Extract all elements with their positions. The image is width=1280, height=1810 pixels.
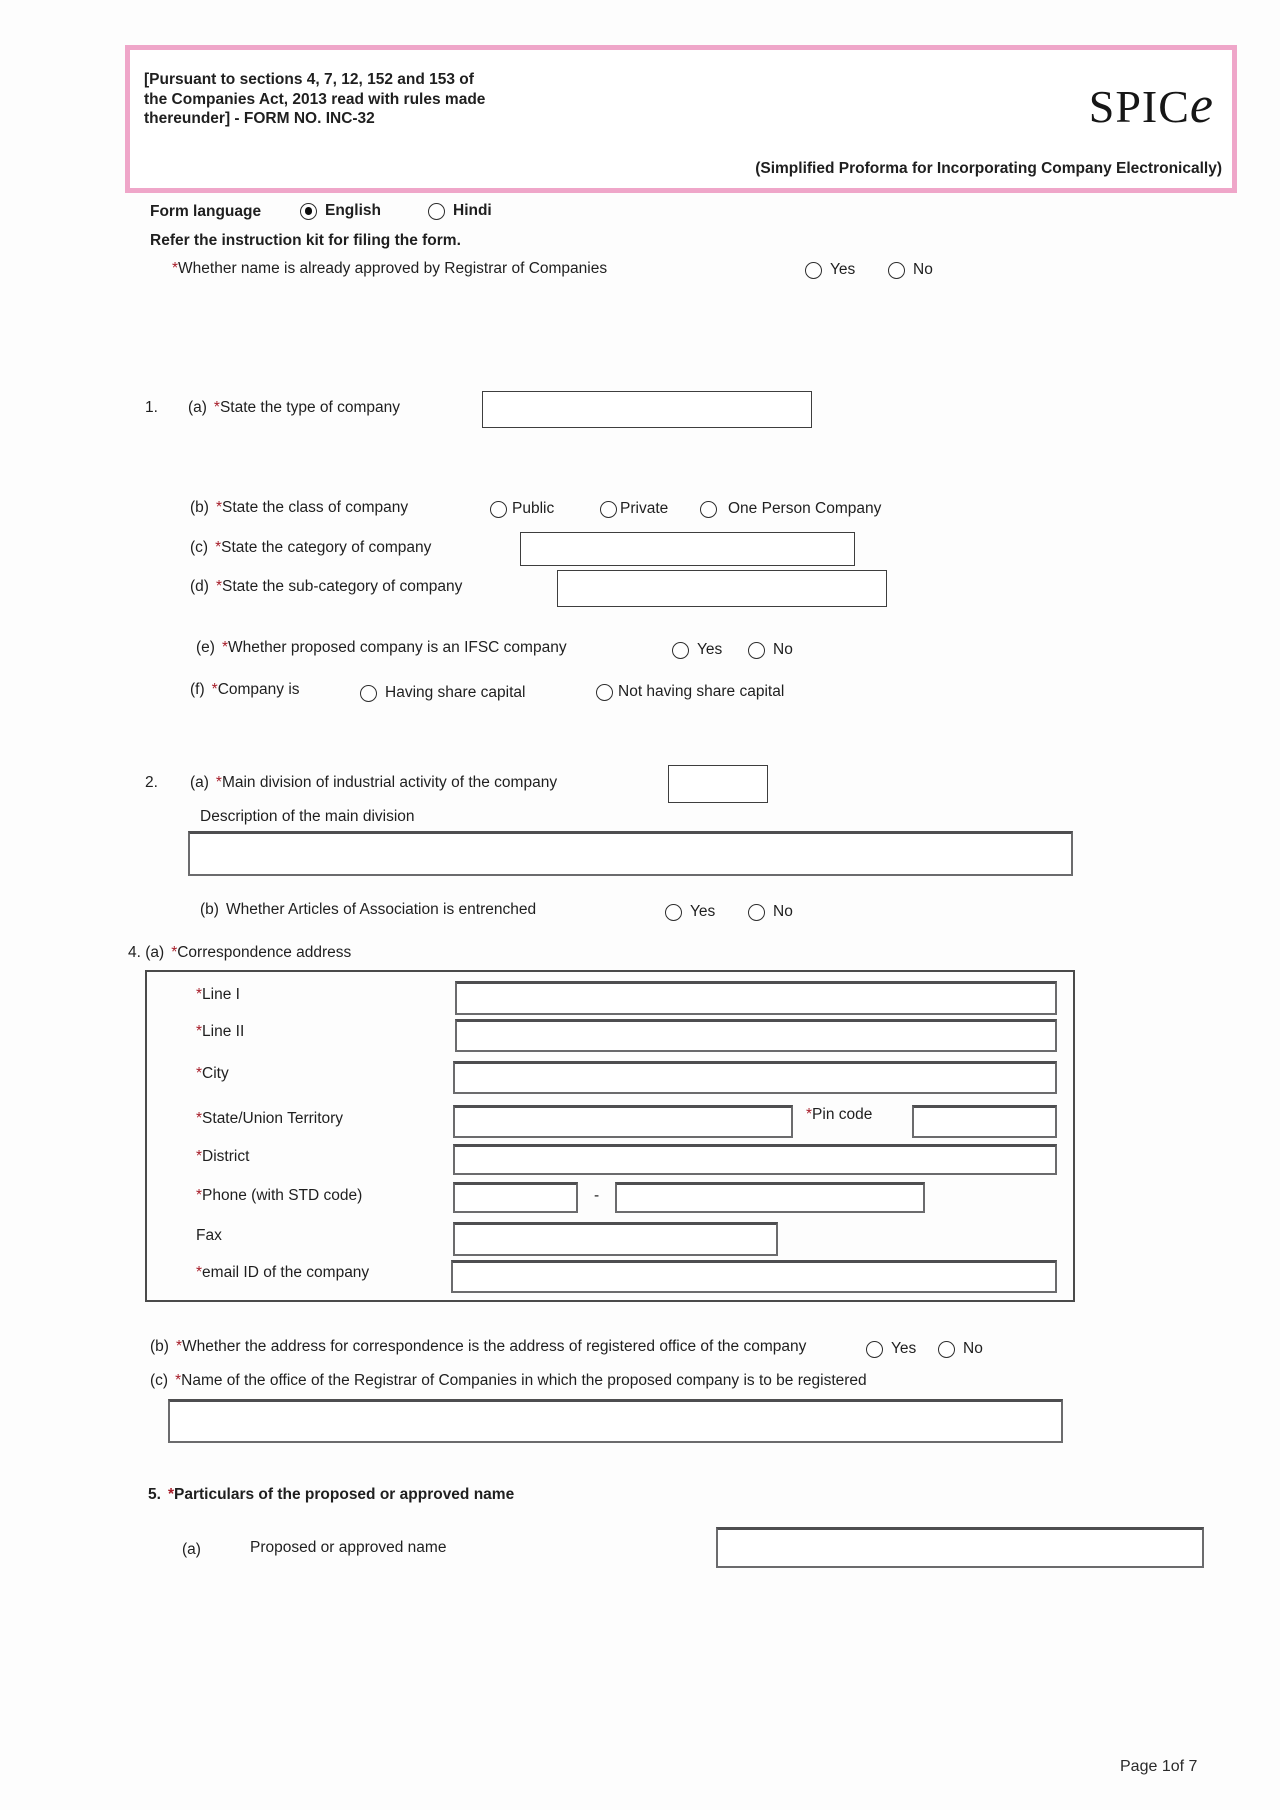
- required-star: *: [221, 639, 228, 656]
- required-star: *: [196, 1148, 203, 1165]
- ifsc-no-option[interactable]: [748, 641, 793, 659]
- roc-office-label: Name of the office of the Registrar of Companies in which the proposed company is to be registered: [181, 1372, 867, 1389]
- section4b-tag: (b): [150, 1338, 169, 1355]
- required-star: *: [175, 1372, 182, 1389]
- having-share-capital-option[interactable]: [360, 684, 525, 702]
- section2a-tag: (a): [189, 774, 209, 791]
- district-row: [196, 1148, 249, 1166]
- required-star: *: [172, 260, 179, 277]
- ifsc-yes-radio[interactable]: [672, 642, 689, 659]
- phone-number-input[interactable]: [615, 1182, 925, 1213]
- section1-row-d: [190, 578, 462, 596]
- required-star: *: [167, 1486, 174, 1503]
- name-approved-yes-radio[interactable]: [805, 262, 822, 279]
- required-star: *: [171, 944, 178, 961]
- yes-label: Yes: [830, 261, 856, 278]
- pursuant-line2: the Companies Act, 2013 read with rules made: [144, 90, 486, 108]
- main-division-input[interactable]: [668, 765, 768, 803]
- required-star: *: [215, 774, 222, 791]
- aoa-no-option[interactable]: [748, 903, 793, 921]
- phone-label: Phone (with STD code): [202, 1187, 363, 1204]
- city-label: City: [202, 1065, 229, 1082]
- required-star: *: [175, 1338, 182, 1355]
- registered-office-question-label: Whether the address for correspondence is the address of registered office of the company: [182, 1338, 807, 1355]
- no-label: No: [913, 261, 933, 278]
- class-private-option[interactable]: [600, 500, 668, 518]
- city-row: [196, 1065, 229, 1083]
- name-approved-question-text: Whether name is already approved by Registrar of Companies: [178, 260, 608, 277]
- email-row: [196, 1264, 369, 1282]
- phone-row: [196, 1187, 362, 1205]
- ifsc-yes-option[interactable]: [672, 641, 722, 659]
- regoffice-yes-option[interactable]: [866, 1340, 916, 1358]
- line1-label: Line I: [202, 986, 240, 1003]
- spice-logo-e: e: [1189, 77, 1214, 134]
- section1d-tag: (d): [190, 578, 209, 595]
- aoa-yes-radio[interactable]: [665, 904, 682, 921]
- section1-row-a: [145, 399, 400, 417]
- correspondence-address-label: Correspondence address: [177, 944, 352, 961]
- no-label: No: [773, 903, 793, 920]
- required-star: *: [213, 399, 220, 416]
- pincode-input[interactable]: [912, 1105, 1057, 1138]
- section1b-tag: (b): [190, 499, 209, 516]
- form-language-label: Form language: [150, 203, 262, 220]
- yes-label: Yes: [690, 903, 716, 920]
- section5-number: 5.: [148, 1486, 161, 1503]
- state-row: [196, 1110, 343, 1128]
- no-label: No: [963, 1340, 983, 1357]
- instruction-text: Refer the instruction kit for filing the form.: [150, 232, 461, 249]
- spice-logo: [1089, 76, 1214, 135]
- required-star: *: [196, 1065, 203, 1082]
- class-public-label: Public: [512, 500, 555, 517]
- required-star: *: [806, 1106, 813, 1123]
- yes-label: Yes: [697, 641, 723, 658]
- type-of-company-label: State the type of company: [219, 399, 401, 416]
- name-approved-question: [172, 260, 607, 278]
- ifsc-question-label: Whether proposed company is an IFSC company: [228, 639, 567, 656]
- required-star: *: [196, 986, 203, 1003]
- section2-number: 2.: [145, 774, 158, 791]
- city-input[interactable]: [453, 1061, 1057, 1094]
- particulars-heading: Particulars of the proposed or approved name: [173, 1486, 515, 1503]
- page-number: Page 1of 7: [1120, 1758, 1198, 1775]
- not-having-share-capital-label: Not having share capital: [618, 683, 785, 700]
- section1c-tag: (c): [190, 539, 209, 556]
- pursuant-line1: [Pursuant to sections 4, 7, 12, 152 and 153 of: [144, 71, 474, 88]
- required-star: *: [196, 1110, 203, 1127]
- state-input[interactable]: [453, 1105, 793, 1138]
- roc-office-input[interactable]: [168, 1399, 1063, 1443]
- section1f-tag: (f): [190, 681, 205, 698]
- subcategory-of-company-input[interactable]: [557, 570, 887, 607]
- section1e-tag: (e): [196, 639, 215, 656]
- section5-heading: [148, 1486, 514, 1504]
- required-star: *: [215, 539, 222, 556]
- aoa-no-radio[interactable]: [748, 904, 765, 921]
- form-subtitle: (Simplified Proforma for Incorporating Company Electronically): [755, 160, 1222, 177]
- email-label: email ID of the company: [202, 1264, 370, 1281]
- class-public-radio[interactable]: [490, 501, 507, 518]
- hindi-radio-label: Hindi: [453, 202, 492, 219]
- main-division-description-label: Description of the main division: [200, 808, 415, 825]
- section1-row-b: [190, 499, 408, 517]
- section2b-tag: (b): [200, 901, 219, 918]
- class-private-label: Private: [620, 500, 669, 517]
- section4-row-c: [150, 1372, 867, 1390]
- state-label: State/Union Territory: [202, 1110, 344, 1127]
- required-star: *: [215, 499, 222, 516]
- section4-row-b: [150, 1338, 806, 1356]
- email-input[interactable]: [451, 1260, 1057, 1293]
- name-approved-yes-option[interactable]: [805, 261, 855, 279]
- english-radio[interactable]: [300, 203, 317, 220]
- yes-label: Yes: [891, 1340, 917, 1357]
- form-language-hindi-option[interactable]: [428, 202, 492, 220]
- aoa-entrenched-label: Whether Articles of Association is entrenched: [225, 901, 537, 918]
- district-input[interactable]: [453, 1144, 1057, 1175]
- having-share-capital-radio[interactable]: [360, 685, 377, 702]
- line2-label: Line II: [202, 1023, 245, 1040]
- section1-row-e: [196, 639, 567, 657]
- class-of-company-label: State the class of company: [222, 499, 409, 516]
- form-header-box: [125, 45, 1237, 193]
- proposed-name-input[interactable]: [716, 1527, 1204, 1568]
- regoffice-yes-radio[interactable]: [866, 1341, 883, 1358]
- phone-std-input[interactable]: [453, 1182, 578, 1213]
- not-having-share-capital-option[interactable]: [596, 683, 784, 701]
- line1-row: [196, 986, 240, 1004]
- section4c-tag: (c): [150, 1372, 169, 1389]
- form-language-english-option[interactable]: [300, 202, 381, 220]
- company-is-label: Company is: [217, 681, 300, 698]
- phone-dash: -: [594, 1187, 600, 1204]
- class-public-option[interactable]: [490, 500, 554, 518]
- pursuant-text: [144, 70, 554, 129]
- name-approved-no-radio[interactable]: [888, 262, 905, 279]
- required-star: *: [211, 681, 218, 698]
- name-approved-no-option[interactable]: [888, 261, 933, 279]
- section4-heading: [128, 944, 351, 962]
- section2-row-a: [145, 774, 557, 792]
- class-opc-label: One Person Company: [728, 500, 882, 517]
- section2-row-b: [200, 901, 536, 919]
- required-star: *: [215, 578, 222, 595]
- type-of-company-input[interactable]: [482, 391, 812, 428]
- ifsc-no-radio[interactable]: [748, 642, 765, 659]
- main-division-label: Main division of industrial activity of the company: [221, 774, 558, 791]
- class-private-radio[interactable]: [600, 501, 617, 518]
- line2-row: [196, 1023, 244, 1041]
- subcategory-of-company-label: State the sub-category of company: [222, 578, 463, 595]
- regoffice-no-radio[interactable]: [938, 1341, 955, 1358]
- required-star: *: [196, 1264, 203, 1281]
- spice-logo-caps: SPIC: [1088, 81, 1190, 132]
- fax-input[interactable]: [453, 1222, 778, 1256]
- class-opc-option[interactable]: [700, 500, 881, 518]
- main-division-description-input[interactable]: [188, 831, 1073, 876]
- category-of-company-label: State the category of company: [221, 539, 432, 556]
- section1-number: 1.: [145, 399, 158, 416]
- section1-row-f: [190, 681, 300, 699]
- fax-label: Fax: [196, 1227, 222, 1244]
- having-share-capital-label: Having share capital: [385, 684, 526, 701]
- required-star: *: [196, 1187, 203, 1204]
- section1a-tag: (a): [187, 399, 207, 416]
- pincode-row: [806, 1106, 872, 1124]
- aoa-yes-option[interactable]: [665, 903, 715, 921]
- required-star: *: [196, 1023, 203, 1040]
- section1-row-c: [190, 539, 431, 557]
- section5a-tag: (a): [182, 1541, 201, 1558]
- line2-input[interactable]: [455, 1019, 1057, 1052]
- english-radio-label: English: [325, 202, 381, 219]
- class-opc-radio[interactable]: [700, 501, 717, 518]
- category-of-company-input[interactable]: [520, 532, 855, 566]
- no-label: No: [773, 641, 793, 658]
- not-having-share-capital-radio[interactable]: [596, 684, 613, 701]
- line1-input[interactable]: [455, 981, 1057, 1015]
- pursuant-line3: thereunder] - FORM NO. INC-32: [144, 110, 375, 127]
- proposed-name-label: Proposed or approved name: [250, 1539, 447, 1556]
- hindi-radio[interactable]: [428, 203, 445, 220]
- pincode-label: Pin code: [812, 1106, 873, 1123]
- district-label: District: [202, 1148, 250, 1165]
- regoffice-no-option[interactable]: [938, 1340, 983, 1358]
- section4-number: 4. (a): [128, 944, 165, 961]
